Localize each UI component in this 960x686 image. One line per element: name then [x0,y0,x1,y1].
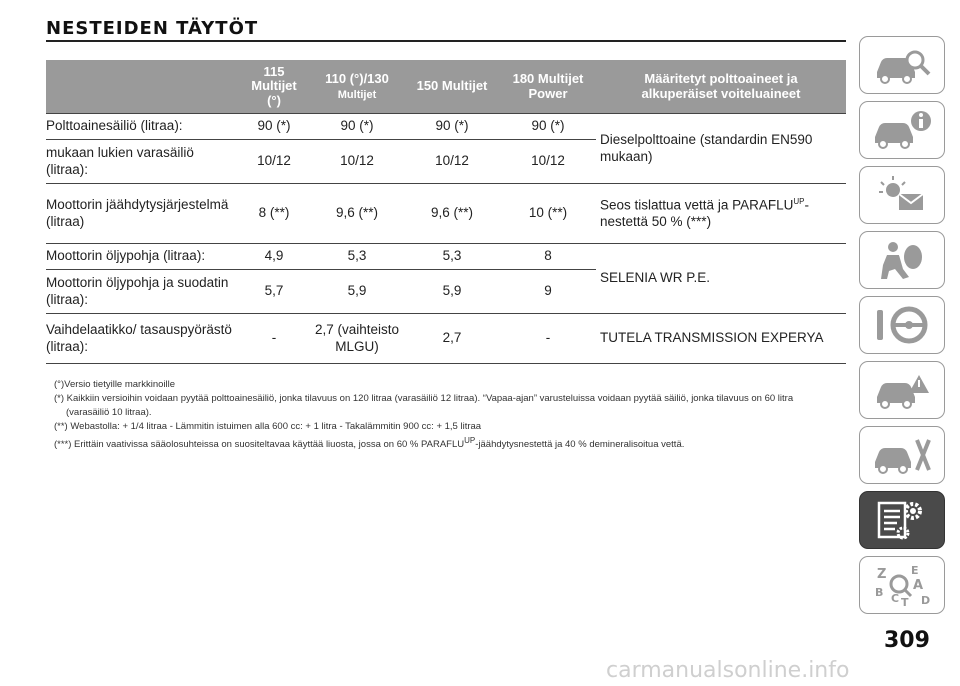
cell-value: 2,7 (vaihteisto MLGU) [310,314,404,364]
cell-value: 5,3 [310,244,404,270]
cell-value: 5,3 [404,244,500,270]
cell-value: 8 (**) [238,184,310,244]
header-180-multijet-power: 180 Multijet Power [500,60,596,114]
cell-value: 9 [500,270,596,314]
tab-specs-gear[interactable] [859,491,945,549]
chapter-sidebar [859,36,945,621]
header-110-130-multijet: 110 (°)/130 Multijet [310,60,404,114]
tab-lights-warning[interactable] [859,166,945,224]
index-letter: D [921,594,931,607]
airbag-icon [869,237,935,283]
specs-gear-icon [869,497,935,543]
table-row [46,114,846,140]
car-breakdown-icon [869,367,935,413]
tab-car-search[interactable] [859,36,945,94]
car-service-icon [869,432,935,478]
cell-value: 5,9 [310,270,404,314]
tab-car-service[interactable] [859,426,945,484]
footnote: (varasäiliö 10 litraa). [66,407,152,418]
footnote: (*) Kaikkiin versioihin voidaan pyytää polttoainesäiliö, jonka tilavuus on 120 litraa (varasäiliö 12 litraa). “Vapaa-ajan” varusteluissa voidaan pyytää säiliö, jonka tilavuus on 60 litra [54,393,794,404]
fuel-spec: Dieselpolttoaine (standardin EN590 mukaan) [596,114,846,184]
car-info-icon [869,107,935,153]
index-letter: B [875,586,884,599]
row-label: Vaihdelaatikko/ tasauspyörästö (litraa): [46,314,238,364]
cell-value: 5,7 [238,270,310,314]
cell-value: 10/12 [500,140,596,184]
header-blank [46,60,238,114]
transmission-spec: TUTELA TRANSMISSION EXPERYA [596,314,846,364]
steering-wheel-icon [869,302,935,348]
cell-value: 10 (**) [500,184,596,244]
fluids-table [46,60,846,364]
lights-warning-icon [869,172,935,218]
cell-value: - [500,314,596,364]
cell-value: 2,7 [404,314,500,364]
index-letter: A [913,578,924,593]
oil-spec: SELENIA WR P.E. [596,244,846,314]
index-letter: E [911,564,919,577]
cell-value: 10/12 [310,140,404,184]
page-title: NESTEIDEN TÄYTÖT [46,18,259,39]
cell-value: 9,6 (**) [310,184,404,244]
coolant-spec: Seos tislattua vettä ja $PARAFLU^{UP}$-nestettä 50 % (***) [596,184,846,244]
cell-value: 90 (*) [238,114,310,140]
footnote: (°)Versio tietyille markkinoille [54,379,175,390]
row-label: Moottorin öljypohja (litraa): [46,244,238,270]
table-row [46,314,846,364]
tab-car-info[interactable] [859,101,945,159]
tab-steering-wheel[interactable] [859,296,945,354]
cell-value: 4,9 [238,244,310,270]
tab-car-breakdown[interactable] [859,361,945,419]
row-label: Moottorin jäähdytysjärjestelmä (litraa) [46,184,238,244]
cell-value: 5,9 [404,270,500,314]
tab-index[interactable] [859,556,945,614]
cell-value: 90 (*) [310,114,404,140]
table-row [46,244,846,270]
car-search-icon [869,42,935,88]
cell-value: 90 (*) [404,114,500,140]
cell-value: 10/12 [404,140,500,184]
watermark: carmanualsonline.info [606,658,850,683]
header-115-multijet: 115 Multijet (°) [238,60,310,114]
index-letter: C [891,592,900,605]
cell-value: 9,6 (**) [404,184,500,244]
page-number: 309 [884,628,930,653]
row-label: mukaan lukien varasäiliö (litraa): [46,140,238,184]
table-header-row [46,60,846,114]
title-divider [46,40,846,42]
tab-airbag[interactable] [859,231,945,289]
row-label: Polttoainesäiliö (litraa): [46,114,238,140]
index-letter: Z [877,567,887,582]
index-letter: T [901,596,909,608]
cell-value: - [238,314,310,364]
index-letters-icon [869,562,935,608]
cell-value: 10/12 [238,140,310,184]
header-150-multijet: 150 Multijet [404,60,500,114]
footnote: (**) Webastolla: + 1/4 litraa - Lämmitin istuimen alla 600 cc: + 1 litra - Takalämmitin 900 cc: + 1,5 litraa [54,421,482,432]
row-label: Moottorin öljypohja ja suodatin (litraa): [46,270,238,314]
footnote: (***) Erittäin vaativissa sääolosuhteissa on suositeltavaa käyttää liuosta, jossa on 60 % $PARAFLU^{UP}$-jäähdytysnestettä ja 40 % demineralisoitua vettä. [54,436,685,451]
cell-value: 90 (*) [500,114,596,140]
footnotes [54,378,844,452]
header-specified-fluids: Määritetyt polttoaineet ja alkuperäiset voiteluaineet [596,60,846,114]
cell-value: 8 [500,244,596,270]
table-row [46,184,846,244]
